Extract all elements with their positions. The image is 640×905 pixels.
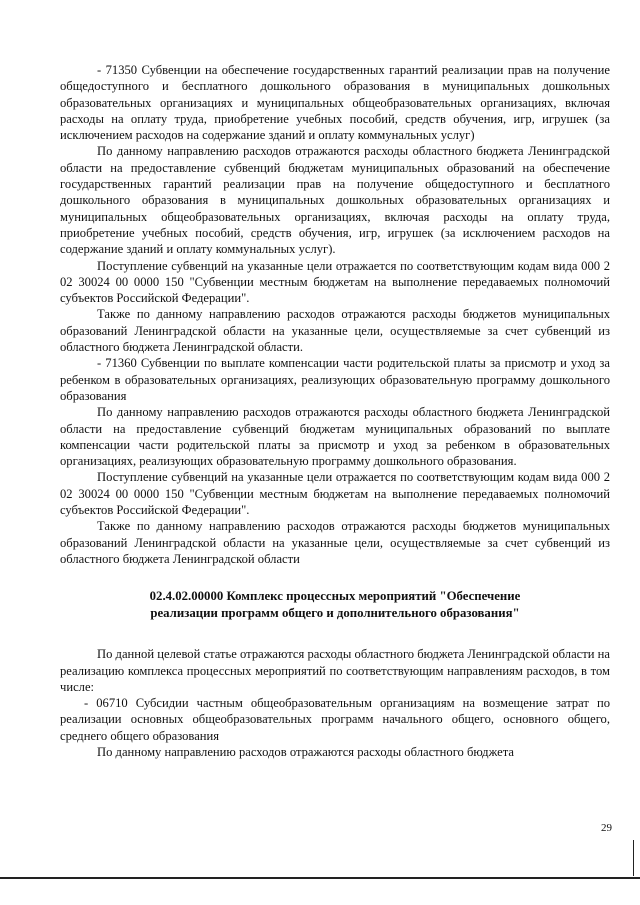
paragraphs-top — [60, 62, 610, 567]
scan-edge-vertical-line — [633, 840, 634, 876]
scan-edge-horizontal-line — [0, 877, 640, 879]
paragraph: Поступление субвенций на указанные цели отражается по соответствующим кодам вида 000 2 02 30024 00 0000 150 "Субвенции местным бюджетам на выполнение передаваемых полномочий субъектов Российской Федерации". — [60, 258, 610, 306]
document-body — [60, 62, 610, 760]
page-number: 29 — [601, 822, 612, 834]
paragraph: Поступление субвенций на указанные цели отражается по соответствующим кодам вида 000 2 02 30024 00 0000 150 "Субвенции местным бюджетам на выполнение передаваемых полномочий субъектов Российской Федерации". — [60, 470, 610, 518]
section-heading-line-1: 02.4.02.00000 Комплекс процессных мероприятий "Обеспечение — [149, 589, 521, 604]
paragraph: По данному направлению расходов отражаются расходы областного бюджета — [97, 744, 514, 759]
section-heading-line-2: реализации программ общего и дополнительного образования" — [150, 606, 520, 621]
paragraphs-bottom — [60, 646, 610, 760]
paragraph: Также по данному направлению расходов отражаются расходы бюджетов муниципальных образований Ленинградской области на указанные цели, осуществляемые за счет субвенций из областного бюджета Ленинградской области — [60, 519, 610, 566]
paragraph: По данному направлению расходов отражаются расходы областного бюджета Ленинградской области на предоставление субвенций бюджетам муниципальных образований на обеспечение государственных гарантий реализации прав на получение общедоступного и бесплатного дошкольного образования в муниципальных дошкольных образовательных организациях и муниципальных общеобразовательных организациях, включая расходы на оплату труда, приобретение учебных пособий, средств обучения, игр, игрушек (за исключением расходов на содержание зданий и оплату коммунальных услуг). — [60, 144, 610, 257]
paragraph: По данной целевой статье отражаются расходы областного бюджета Ленинградской области на реализацию комплекса процессных мероприятий по соответствующим направлениям расходов, в том числе: — [60, 647, 610, 694]
paragraph: - 71350 Субвенции на обеспечение государственных гарантий реализации прав на получение общедоступного и бесплатного дошкольного образования в муниципальных дошкольных образовательных организациях и муниципальных общеобразовательных организациях, включая расходы на оплату труда, приобретение учебных пособий, средств обучения, игр, игрушек (за исключением расходов на содержание зданий и оплату коммунальных услуг) — [60, 63, 610, 143]
paragraph: - 06710 Субсидии частным общеобразовательным организациям на возмещение затрат по реализации основных общеобразовательных программ начального общего, основного общего, среднего общего образования — [60, 696, 610, 743]
paragraph: - 71360 Субвенции по выплате компенсации части родительской платы за присмотр и уход за ребенком в образовательных организациях, реализующих образовательную программу дошкольного образования — [60, 356, 610, 403]
section-heading — [60, 588, 610, 622]
paragraph: По данному направлению расходов отражаются расходы областного бюджета Ленинградской области на предоставление субвенций бюджетам муниципальных образований по выплате компенсации части родительской платы за присмотр и уход за ребенком в образовательных организациях, реализующих образовательную программу дошкольного образования. — [60, 405, 610, 469]
paragraph: Также по данному направлению расходов отражаются расходы бюджетов муниципальных образований Ленинградской области на указанные цели, осуществляемые за счет субвенций из областного бюджета Ленинградской области. — [60, 307, 610, 355]
